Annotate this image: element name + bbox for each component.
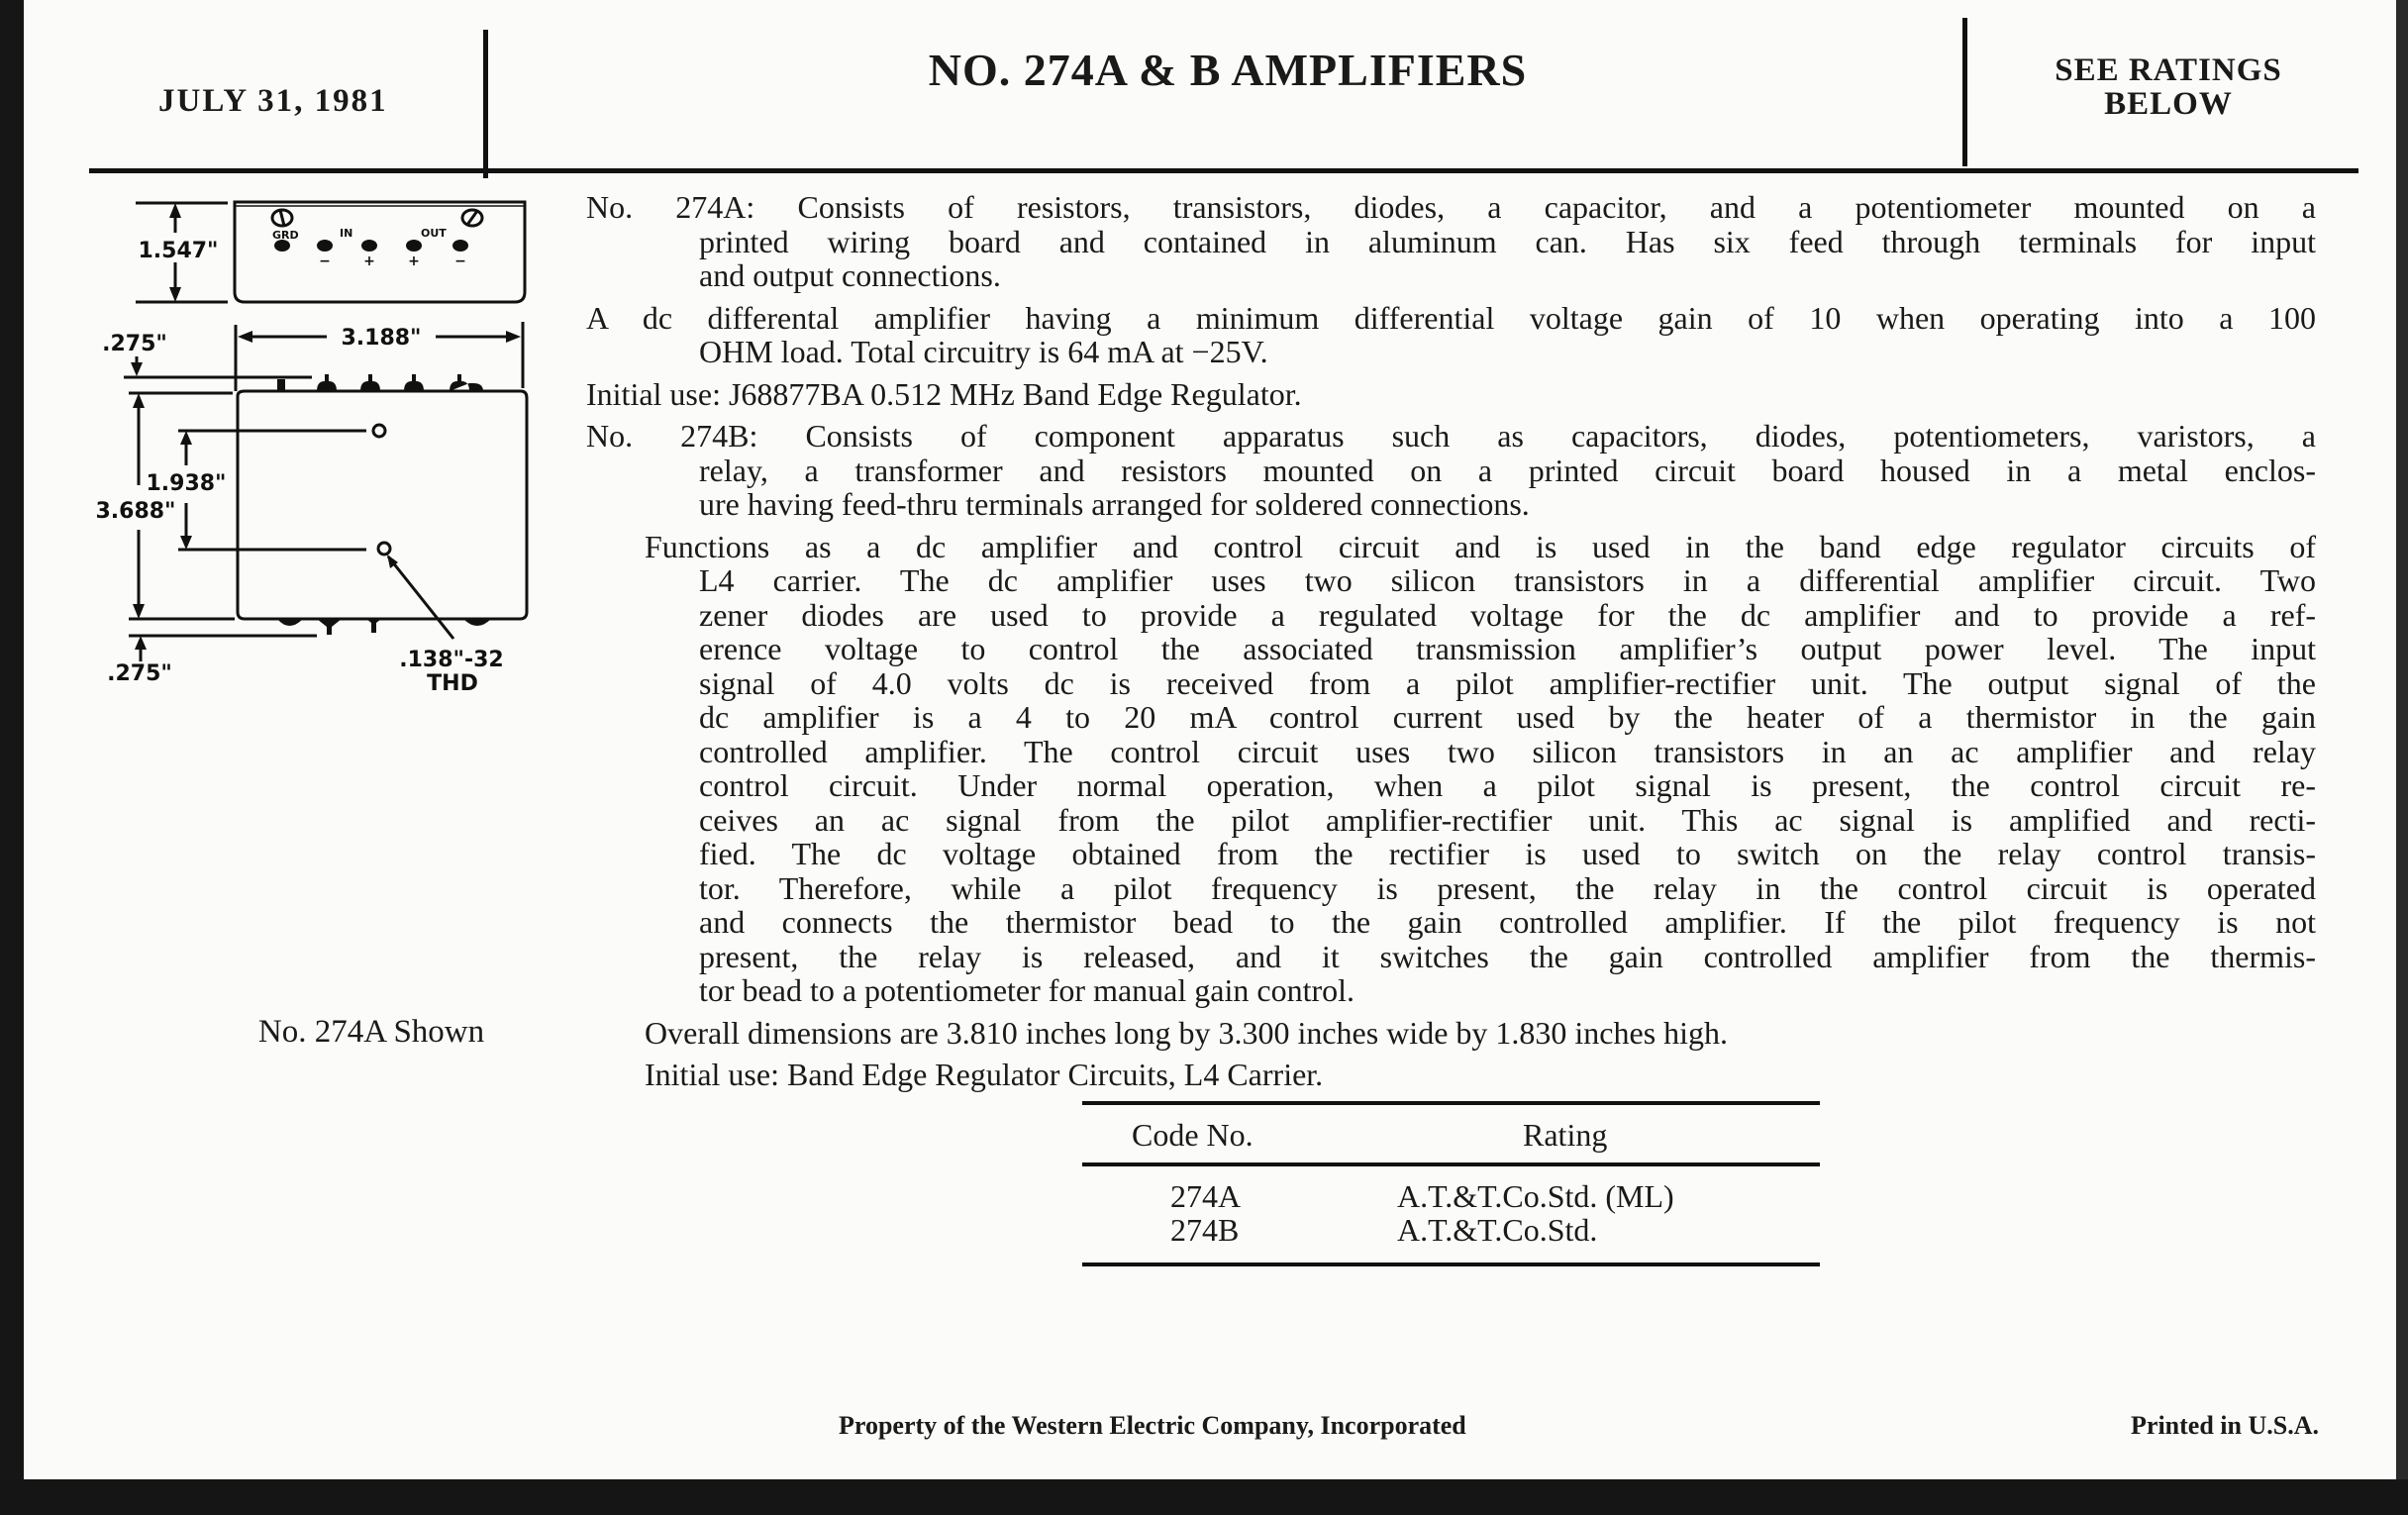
text-line: zener diodes are used to provide a regulated voltage for the dc amplifier and to provide a ref- [699,596,2316,633]
code-cell: 274B [1170,1212,1240,1248]
header-rule [89,168,2358,173]
table-row [1082,1178,1820,1212]
label-out: OUT [421,227,447,240]
text-line: printed wiring board and contained in aluminum can. Has six feed through terminals for input [699,223,2316,259]
dim-height: 3.688" [95,499,176,524]
rating-cell: A.T.&T.Co.Std. [1397,1212,1598,1248]
dim-hole-spacing: 1.938" [146,471,227,496]
text-line: tor. Therefore, while a pilot frequency is present, the relay in the control circuit is operated [699,869,2316,906]
code-cell: 274A [1170,1178,1242,1214]
issue-date: JULY 31, 1981 [158,83,388,119]
text-line: present, the relay is released, and it switches the gain controlled amplifier from the thermis- [699,938,2316,974]
text-line: controlled amplifier. The control circuit uses two silicon transistors in an ac amplifier and relay [699,733,2316,769]
dim-top-offset: .275" [102,332,167,356]
text-line: signal of 4.0 volts dc is received from a pilot amplifier-rectifier unit. The output signal of the [699,664,2316,701]
amplifier-dimension-drawing [79,188,574,941]
thread-spec: .138"-32 [399,648,504,672]
text-line: No. 274A: Consists of resistors, transistors, diodes, a capacitor, and a potentiometer mounted on a [586,189,2316,225]
scan-edge-left [0,0,24,1515]
sign-in-plus: + [363,253,375,269]
text-line: Functions as a dc amplifier and control circuit and is used in the band edge regulator circuits of [645,528,2316,564]
dim-width: 3.188" [341,326,422,351]
description-body [586,190,2316,1100]
text-line: control circuit. Under normal operation, when a pilot signal is present, the control circuit re- [699,767,2316,803]
table-row [1082,1212,1820,1246]
text-line: L4 carrier. The dc amplifier uses two silicon transistors in a differential amplifier circuit. Two [699,562,2316,598]
text-line: and output connections. [699,257,1001,293]
text-line: dc amplifier is a 4 to 20 mA control current used by the heater of a thermistor in the gain [699,699,2316,735]
text-line: Overall dimensions are 3.810 inches long by 3.300 inches wide by 1.830 inches high. [645,1014,1729,1051]
drawing-caption: No. 274A Shown [257,1014,485,1050]
paragraph [586,530,2316,1008]
text-line: Initial use: Band Edge Regulator Circuits, L4 Carrier. [645,1057,1324,1092]
ratings-note-line2: BELOW [2104,86,2233,122]
rating-cell: A.T.&T.Co.Std. (ML) [1397,1178,1674,1214]
text-line: OHM load. Total circuitry is 64 mA at −25V. [699,334,1268,369]
sign-out-minus: − [454,253,466,269]
thread-spec-thd: THD [427,671,478,696]
text-line: ure having feed-thru terminals arranged for soldered connections. [699,486,1530,522]
header-rating: Rating [1523,1117,1608,1153]
text-line: fied. The dc voltage obtained from the rectifier is used to switch on the relay control transis- [699,836,2316,871]
text-line: ceives an ac signal from the pilot amplifier-rectifier unit. This ac signal is amplified and recti- [699,801,2316,838]
sign-in-minus: − [319,253,331,269]
paragraph [586,301,2316,369]
ratings-note [1975,53,2361,121]
table-bottom-rule [1082,1262,1820,1266]
paragraph [586,419,2316,522]
scan-edge-right [2396,0,2408,1515]
footer-printed: Printed in U.S.A. [2131,1411,2319,1440]
footer-property: Property of the Western Electric Company, Incorporated [839,1411,1466,1440]
sign-out-plus: + [408,253,420,269]
table-header-row [1082,1105,1820,1162]
ratings-table [1082,1101,1820,1266]
label-in: IN [340,227,353,240]
dim-height-top: 1.547" [138,239,219,263]
paragraph [586,1016,2316,1051]
text-line: relay, a transformer and resistors mounted on a printed circuit board housed in a metal enclos- [699,452,2316,488]
label-grd: GRD [272,229,299,242]
header-divider-right [1962,18,1967,166]
paragraph [586,1058,2316,1092]
ratings-note-line1: SEE RATINGS [2055,52,2282,88]
dim-bottom-offset: .275" [107,661,172,686]
text-line: erence voltage to control the associated transmission amplifier’s output power level. The input [699,631,2316,666]
scan-edge-bottom [0,1479,2408,1515]
text-line: tor bead to a potentiometer for manual gain control. [699,972,1354,1008]
text-line: Initial use: J68877BA 0.512 MHz Band Edge Regulator. [586,375,1302,412]
paragraph [586,190,2316,293]
text-line: A dc differental amplifier having a minimum differential voltage gain of 10 when operating into a 100 [586,299,2316,336]
page-title: NO. 274A & B AMPLIFIERS [928,45,1528,95]
header-divider-left [483,30,488,178]
paragraph [586,377,2316,412]
text-line: and connects the thermistor bead to the gain controlled amplifier. If the pilot frequency is not [699,904,2316,940]
header-code-no: Code No. [1132,1117,1254,1153]
text-line: No. 274B: Consists of component apparatus such as capacitors, diodes, potentiometers, varistors, a [586,418,2316,454]
